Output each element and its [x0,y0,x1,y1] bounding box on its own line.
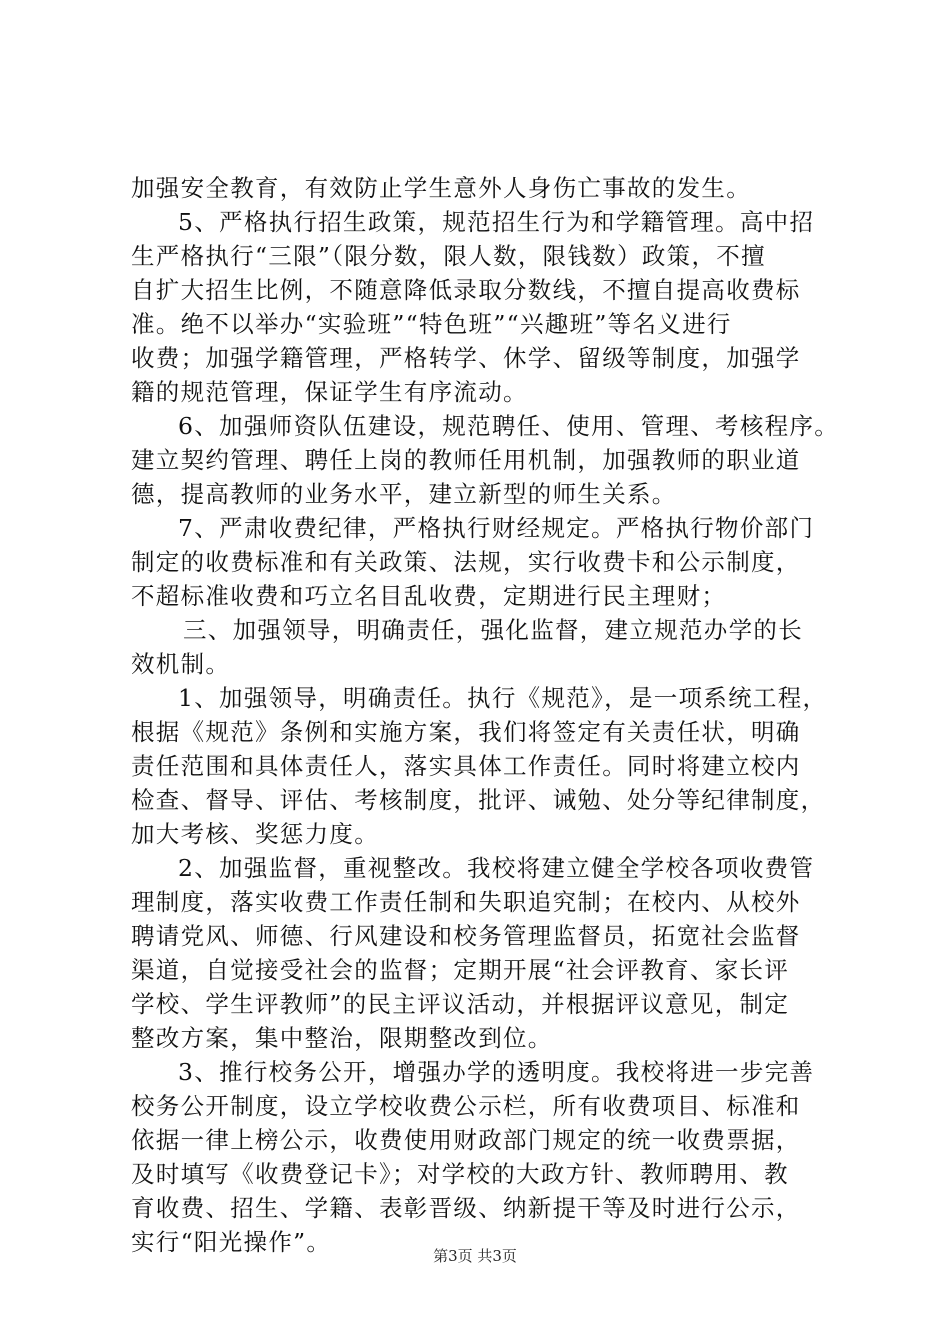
body-line: 聘请党风、师德、行风建设和校务管理监督员，拓宽社会监督 [131,922,801,950]
body-line: 依据一律上榜公示，收费使用财政部门规定的统一收费票据， [131,1126,801,1154]
body-line: 不超标准收费和巧立名目乱收费，定期进行民主理财； [131,582,727,610]
body-line: 育收费、招生、学籍、表彰晋级、纳新提干等及时进行公示， [131,1194,801,1222]
body-line: 及时填写《收费登记卡》；对学校的大政方针、教师聘用、教 [131,1160,789,1188]
body-line: 1、加强领导，明确责任。执行《规范》，是一项系统工程， [178,684,828,712]
body-line: 整改方案，集中整治，限期整改到位。 [131,1024,553,1052]
body-line: 7、严肃收费纪律，严格执行财经规定。严格执行物价部门 [178,514,815,542]
body-line: 检查、督导、评估、考核制度，批评、诫勉、处分等纪律制度， [131,786,826,814]
body-line: 德，提高教师的业务水平，建立新型的师生关系。 [131,480,677,508]
body-line: 5、严格执行招生政策，规范招生行为和学籍管理。高中招 [178,208,815,236]
body-line: 加强安全教育，有效防止学生意外人身伤亡事故的发生。 [131,174,751,202]
body-line: 加大考核、奖惩力度。 [131,820,379,848]
body-line: 3、推行校务公开，增强办学的透明度。我校将进一步完善 [178,1058,815,1086]
body-line: 自扩大招生比例，不随意降低录取分数线，不擅自提高收费标 [131,276,801,304]
body-line: 籍的规范管理，保证学生有序流动。 [131,378,528,406]
body-line: 建立契约管理、聘任上岗的教师任用机制，加强教师的职业道 [131,446,801,474]
body-line: 根据《规范》条例和实施方案，我们将签定有关责任状，明确 [131,718,801,746]
body-line: 渠道，自觉接受社会的监督；定期开展“社会评教育、家长评 [131,956,790,984]
section-heading: 三、加强领导，明确责任，强化监督，建立规范办学的长 [183,616,803,644]
body-line: 学校、学生评教师”的民主评议活动，并根据评议意见，制定 [131,990,790,1018]
body-line: 理制度，落实收费工作责任制和失职追究制；在校内、从校外 [131,888,801,916]
body-line: 6、加强师资队伍建设，规范聘任、使用、管理、考核程序。 [178,412,840,440]
body-line: 责任范围和具体责任人，落实具体工作责任。同时将建立校内 [131,752,801,780]
body-line: 收费；加强学籍管理，严格转学、休学、留级等制度，加强学 [131,344,801,372]
body-line: 实行“阳光操作”。 [131,1228,332,1256]
body-line: 校务公开制度，设立学校收费公示栏，所有收费项目、标准和 [131,1092,801,1120]
body-line: 制定的收费标准和有关政策、法规，实行收费卡和公示制度， [131,548,801,576]
body-line: 2、加强监督，重视整改。我校将建立健全学校各项收费管 [178,854,815,882]
body-line: 生严格执行“三限”（限分数，限人数，限钱数）政策，不擅 [131,242,766,270]
section-heading: 效机制。 [131,650,231,678]
body-line: 准。绝不以举办“实验班”“特色班”“兴趣班”等名义进行 [131,310,732,338]
page-number-footer: 第3页 共3页 [433,1247,517,1265]
